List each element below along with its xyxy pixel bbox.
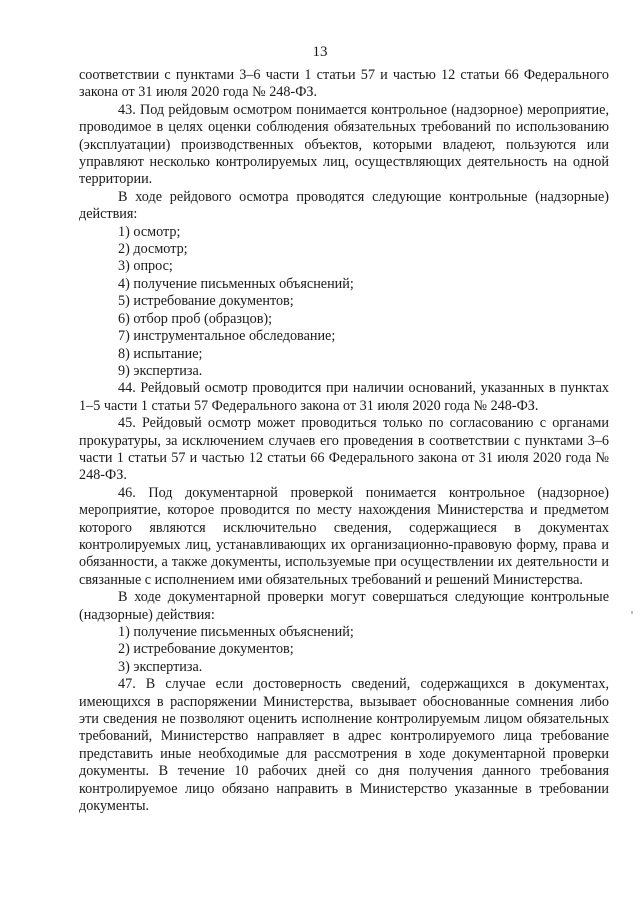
doc-actions-intro: В ходе документарной проверки могут совершаться следующие контрольные (надзорные) действия:: [79, 589, 609, 623]
paragraph-46: 46. Под документарной проверкой понимается контрольное (надзорное) мероприятие, которое проводится по месту нахождения Министерства и предметом которого являются исключительно сведения, содержащиеся в документах контролируемых лиц, устанавливающих их организационно-правовую форму, права и обязанности, а также документы, используемые при осуществлении их деятельности и связанные с исполнением ими обязательных требований и решений Министерства.: [79, 484, 609, 588]
list-item: 7) инструментальное обследование;: [118, 328, 336, 345]
document-body: [79, 67, 609, 815]
paragraph-continuation: соответствии с пунктами 3–6 части 1 статьи 57 и частью 12 статьи 66 Федерального закона от 31 июля 2020 года № 248-ФЗ.: [79, 67, 609, 101]
page-number: 13: [312, 44, 328, 60]
list-item: 6) отбор проб (образцов);: [118, 310, 273, 327]
list-item: 9) экспертиза.: [118, 362, 203, 379]
doc-actions-list: [79, 624, 609, 676]
raid-actions-intro: В ходе рейдового осмотра проводятся следующие контрольные (надзорные) действия:: [79, 188, 609, 223]
list-item: 3) опрос;: [118, 258, 173, 275]
list-item: 2) досмотр;: [118, 241, 188, 258]
list-item: 5) истребование документов;: [118, 293, 294, 310]
paragraph-44: 44. Рейдовый осмотр проводится при наличии оснований, указанных в пунктах 1–5 части 1 статьи 57 Федерального закона от 31 июля 2020 года № 248-ФЗ.: [79, 380, 609, 414]
scan-artifact: [631, 611, 633, 614]
list-item: 8) испытание;: [118, 345, 203, 362]
raid-actions-list: [79, 224, 609, 381]
paragraph-45: 45. Рейдовый осмотр может проводиться только по согласованию с органами прокуратуры, за исключением случаев его проведения в соответствии с пунктами 3–6 части 1 статьи 57 и частью 12 статьи 66 Федерального закона от 31 июля 2020 года № 248-ФЗ.: [79, 415, 609, 484]
paragraph-47: 47. В случае если достоверность сведений, содержащихся в документах, имеющихся в распоряжении Министерства, вызывает обоснованные сомнения либо эти сведения не позволяют оценить исполнение контролируемым лицом обязательных требований, Министерство направляет в адрес контролируемого лица требование представить иные необходимые для рассмотрения в ходе документарной проверки документы. В течение 10 рабочих дней со дня получения данного требования контролируемое лицо обязано направить в Министерство указанные в требовании документы.: [79, 676, 609, 815]
list-item: 3) экспертиза.: [118, 658, 203, 675]
list-item: 4) получение письменных объяснений;: [118, 275, 354, 292]
list-item: 2) истребование документов;: [118, 641, 294, 658]
list-item: 1) получение письменных объяснений;: [118, 624, 354, 640]
paragraph-43: 43. Под рейдовым осмотром понимается контрольное (надзорное) мероприятие, проводимое в целях оценки соблюдения обязательных требований по использованию (эксплуатации) производственных объектов, которыми владеют, пользуются или управляют несколько контролируемых лиц, осуществляющих деятельность на одной территории.: [79, 101, 609, 188]
list-item: 1) осмотр;: [118, 223, 181, 240]
